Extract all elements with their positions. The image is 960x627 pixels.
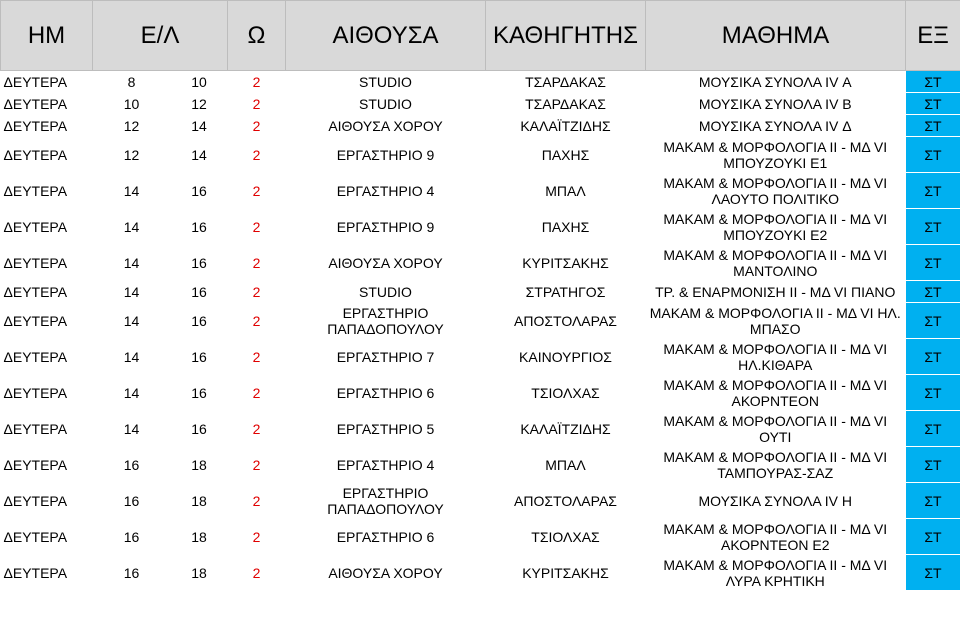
cell-start-text: 14	[123, 254, 140, 271]
cell-day-text: ΔΕΥΤΕΡΑ	[3, 420, 68, 437]
cell-day-text: ΔΕΥΤΕΡΑ	[3, 564, 68, 581]
cell-day-text: ΔΕΥΤΕΡΑ	[3, 456, 68, 473]
cell-course-text: ΛΑΟΥΤΟ ΠΟΛΙΤΙΚΟ	[711, 190, 839, 207]
cell-course-text: ΜΑΚΑΜ & ΜΟΡΦΟΛΟΓΙΑ ΙΙ - ΜΔ VI	[663, 174, 888, 191]
cell-course-text: ΑΚΟΡΝΤΕΟΝ Ε2	[721, 536, 830, 553]
cell-semester-text: ΣΤ	[924, 146, 942, 163]
cell-teacher	[486, 483, 646, 519]
cell-room	[286, 71, 486, 93]
cell-hours	[228, 173, 286, 209]
table-row	[1, 93, 960, 115]
cell-course	[646, 245, 906, 281]
cell-teacher-text: ΣΤΡΑΤΗΓΟΣ	[525, 283, 606, 300]
cell-course	[646, 303, 906, 339]
cell-teacher	[486, 281, 646, 303]
cell-course-text: ΜΑΝΤΟΛΙΝΟ	[733, 262, 818, 279]
cell-day	[1, 137, 93, 173]
cell-start	[93, 71, 171, 93]
cell-semester	[906, 281, 960, 303]
cell-end-text: 10	[191, 73, 207, 90]
cell-hours	[228, 555, 286, 591]
table-row	[1, 375, 960, 411]
cell-end	[171, 281, 228, 303]
cell-day	[1, 483, 93, 519]
cell-teacher	[486, 137, 646, 173]
cell-semester-text: ΣΤ	[924, 456, 942, 473]
table-row	[1, 173, 960, 209]
cell-start	[93, 339, 171, 375]
cell-teacher-text: ΚΑΛΑΪΤΖΙΔΗΣ	[520, 420, 611, 437]
cell-room	[286, 339, 486, 375]
cell-start	[93, 209, 171, 245]
cell-day-text: ΔΕΥΤΕΡΑ	[3, 95, 68, 112]
cell-room-text: ΕΡΓΑΣΤΗΡΙΟ 9	[336, 146, 435, 163]
cell-teacher-text: ΚΥΡΙΤΣΑΚΗΣ	[522, 254, 609, 271]
cell-room-text: ΕΡΓΑΣΤΗΡΙΟ	[342, 484, 429, 501]
cell-semester	[906, 411, 960, 447]
cell-course	[646, 93, 906, 115]
cell-room	[286, 281, 486, 303]
cell-end	[171, 411, 228, 447]
cell-day	[1, 245, 93, 281]
cell-day-text: ΔΕΥΤΕΡΑ	[3, 218, 68, 235]
cell-hours	[228, 137, 286, 173]
cell-hours-text: 2	[252, 312, 261, 329]
cell-room-text: ΑΙΘΟΥΣΑ ΧΟΡΟΥ	[328, 254, 443, 271]
cell-course-text: ΜΟΥΣΙΚΑ ΣΥΝΟΛΑ IV Β	[698, 95, 852, 112]
cell-semester	[906, 93, 960, 115]
cell-course-text: ΜΟΥΣΙΚΑ ΣΥΝΟΛΑ IV Α	[698, 73, 852, 90]
cell-start-text: 10	[123, 95, 140, 112]
cell-course	[646, 483, 906, 519]
cell-day	[1, 519, 93, 555]
header-start-end: Ε/Λ	[93, 1, 228, 71]
cell-start-text: 16	[123, 528, 140, 545]
cell-teacher-text: ΑΠΟΣΤΟΛΑΡΑΣ	[514, 492, 617, 509]
cell-hours-text: 2	[252, 182, 261, 199]
cell-room-text: ΕΡΓΑΣΤΗΡΙΟ	[342, 304, 429, 321]
cell-course-text: ΜΑΚΑΜ & ΜΟΡΦΟΛΟΓΙΑ ΙΙ - ΜΔ VI	[663, 448, 888, 465]
cell-course-text: ΜΠΑΣΟ	[749, 320, 801, 337]
cell-hours	[228, 447, 286, 483]
cell-end	[171, 483, 228, 519]
header-semester: ΕΞ	[906, 1, 960, 71]
cell-end-text: 16	[191, 348, 207, 365]
cell-hours-text: 2	[252, 564, 261, 581]
cell-course	[646, 281, 906, 303]
cell-hours-text: 2	[252, 218, 261, 235]
cell-hours-text: 2	[252, 456, 261, 473]
cell-room-text: ΑΙΘΟΥΣΑ ΧΟΡΟΥ	[328, 117, 443, 134]
cell-course	[646, 115, 906, 137]
cell-room	[286, 483, 486, 519]
cell-semester-text: ΣΤ	[924, 528, 942, 545]
cell-semester	[906, 483, 960, 519]
cell-start-text: 14	[123, 312, 140, 329]
cell-day	[1, 115, 93, 137]
cell-start	[93, 303, 171, 339]
cell-day	[1, 209, 93, 245]
header-teacher: ΚΑΘΗΓΗΤΗΣ	[486, 1, 646, 71]
table-row	[1, 115, 960, 137]
table-row	[1, 71, 960, 93]
cell-course-text: ΤΡ. & ΕΝΑΡΜΟΝΙΣΗ ΙΙ - ΜΔ VI ΠΙΑΝΟ	[655, 283, 896, 300]
cell-day-text: ΔΕΥΤΕΡΑ	[3, 528, 68, 545]
cell-teacher	[486, 71, 646, 93]
header-course: ΜΑΘΗΜΑ	[646, 1, 906, 71]
cell-end-text: 18	[191, 564, 207, 581]
cell-semester	[906, 447, 960, 483]
cell-semester-text: ΣΤ	[924, 95, 942, 112]
cell-course	[646, 71, 906, 93]
cell-semester	[906, 173, 960, 209]
cell-day	[1, 71, 93, 93]
cell-hours	[228, 411, 286, 447]
cell-start	[93, 245, 171, 281]
cell-end-text: 16	[191, 312, 207, 329]
cell-start	[93, 375, 171, 411]
cell-teacher	[486, 339, 646, 375]
cell-semester-text: ΣΤ	[924, 420, 942, 437]
cell-semester	[906, 71, 960, 93]
cell-end-text: 18	[191, 528, 207, 545]
table-row	[1, 555, 960, 591]
cell-start-text: 16	[123, 564, 140, 581]
cell-teacher	[486, 555, 646, 591]
cell-room	[286, 447, 486, 483]
cell-semester-text: ΣΤ	[924, 218, 942, 235]
cell-room	[286, 519, 486, 555]
cell-course	[646, 411, 906, 447]
cell-day-text: ΔΕΥΤΕΡΑ	[3, 384, 68, 401]
cell-room	[286, 115, 486, 137]
cell-teacher-text: ΚΑΛΑΪΤΖΙΔΗΣ	[520, 117, 611, 134]
cell-semester	[906, 339, 960, 375]
cell-end-text: 16	[191, 218, 207, 235]
table-row	[1, 245, 960, 281]
cell-course	[646, 173, 906, 209]
cell-day-text: ΔΕΥΤΕΡΑ	[3, 182, 68, 199]
table-row	[1, 281, 960, 303]
cell-room-text: ΕΡΓΑΣΤΗΡΙΟ 6	[336, 528, 435, 545]
cell-hours	[228, 209, 286, 245]
cell-semester-text: ΣΤ	[924, 492, 942, 509]
cell-semester	[906, 245, 960, 281]
cell-end	[171, 339, 228, 375]
cell-course-text: ΜΑΚΑΜ & ΜΟΡΦΟΛΟΓΙΑ ΙΙ - ΜΔ VI	[663, 210, 888, 227]
cell-semester-text: ΣΤ	[924, 283, 942, 300]
table-row	[1, 137, 960, 173]
cell-course	[646, 555, 906, 591]
cell-start	[93, 115, 171, 137]
cell-room	[286, 555, 486, 591]
cell-hours	[228, 519, 286, 555]
cell-day-text: ΔΕΥΤΕΡΑ	[3, 254, 68, 271]
cell-room-text: ΕΡΓΑΣΤΗΡΙΟ 7	[336, 348, 435, 365]
cell-course-text: ΜΠΟΥΖΟΥΚΙ Ε2	[723, 226, 828, 243]
cell-hours	[228, 71, 286, 93]
table-row	[1, 411, 960, 447]
cell-course	[646, 375, 906, 411]
cell-day-text: ΔΕΥΤΕΡΑ	[3, 73, 68, 90]
cell-end-text: 16	[191, 182, 207, 199]
cell-start-text: 14	[123, 218, 140, 235]
cell-teacher-text: ΜΠΑΛ	[545, 182, 586, 199]
cell-teacher	[486, 411, 646, 447]
cell-start	[93, 93, 171, 115]
cell-room	[286, 411, 486, 447]
cell-semester	[906, 209, 960, 245]
cell-start	[93, 137, 171, 173]
cell-teacher-text: ΑΠΟΣΤΟΛΑΡΑΣ	[514, 312, 617, 329]
cell-start-text: 14	[123, 384, 140, 401]
cell-end	[171, 555, 228, 591]
cell-room	[286, 93, 486, 115]
cell-end	[171, 173, 228, 209]
schedule-body	[1, 71, 960, 591]
cell-end-text: 16	[191, 283, 207, 300]
cell-room-text: ΕΡΓΑΣΤΗΡΙΟ 5	[336, 420, 435, 437]
cell-room-text: ΠΑΠΑΔΟΠΟΥΛΟΥ	[327, 320, 444, 337]
header-row	[1, 1, 960, 71]
cell-day-text: ΔΕΥΤΕΡΑ	[3, 312, 68, 329]
cell-day	[1, 447, 93, 483]
cell-end	[171, 447, 228, 483]
cell-end	[171, 71, 228, 93]
cell-room-text: ΕΡΓΑΣΤΗΡΙΟ 9	[336, 218, 435, 235]
cell-semester-text: ΣΤ	[924, 384, 942, 401]
cell-teacher	[486, 447, 646, 483]
cell-day	[1, 93, 93, 115]
cell-hours-text: 2	[252, 384, 261, 401]
cell-course	[646, 339, 906, 375]
cell-day	[1, 411, 93, 447]
cell-end-text: 16	[191, 420, 207, 437]
cell-room-text: ΑΙΘΟΥΣΑ ΧΟΡΟΥ	[328, 564, 443, 581]
cell-hours-text: 2	[252, 117, 261, 134]
cell-start	[93, 519, 171, 555]
cell-teacher	[486, 519, 646, 555]
cell-teacher	[486, 115, 646, 137]
table-row	[1, 339, 960, 375]
cell-start-text: 16	[123, 492, 140, 509]
cell-end-text: 18	[191, 492, 207, 509]
cell-room-text: STUDIO	[359, 95, 412, 112]
cell-room-text: STUDIO	[359, 283, 412, 300]
header-hours: Ω	[228, 1, 286, 71]
cell-end-text: 14	[191, 146, 207, 163]
cell-course-text: ΗΛ.ΚΙΘΑΡΑ	[738, 356, 813, 373]
cell-course	[646, 209, 906, 245]
cell-hours-text: 2	[252, 95, 261, 112]
cell-semester	[906, 555, 960, 591]
cell-teacher	[486, 173, 646, 209]
cell-hours-text: 2	[252, 146, 261, 163]
cell-semester-text: ΣΤ	[924, 312, 942, 329]
cell-hours	[228, 303, 286, 339]
cell-start	[93, 555, 171, 591]
cell-room	[286, 245, 486, 281]
cell-teacher	[486, 303, 646, 339]
cell-start-text: 14	[123, 283, 140, 300]
cell-course-text: ΜΑΚΑΜ & ΜΟΡΦΟΛΟΓΙΑ ΙΙ - ΜΔ VI	[663, 556, 888, 573]
cell-teacher	[486, 209, 646, 245]
cell-course-text: ΜΑΚΑΜ & ΜΟΡΦΟΛΟΓΙΑ ΙΙ - ΜΔ VI ΗΛ.	[649, 304, 901, 321]
cell-day-text: ΔΕΥΤΕΡΑ	[3, 117, 68, 134]
cell-end	[171, 93, 228, 115]
cell-semester-text: ΣΤ	[924, 182, 942, 199]
cell-teacher-text: ΚΑΙΝΟΥΡΓΙΟΣ	[519, 348, 612, 365]
cell-hours	[228, 375, 286, 411]
table-row	[1, 447, 960, 483]
cell-semester-text: ΣΤ	[924, 564, 942, 581]
cell-course-text: ΜΑΚΑΜ & ΜΟΡΦΟΛΟΓΙΑ ΙΙ - ΜΔ VI	[663, 520, 888, 537]
cell-day	[1, 281, 93, 303]
cell-teacher-text: ΤΣΙΟΛΧΑΣ	[531, 528, 600, 545]
cell-start	[93, 411, 171, 447]
cell-day	[1, 173, 93, 209]
cell-hours-text: 2	[252, 283, 261, 300]
cell-day-text: ΔΕΥΤΕΡΑ	[3, 146, 68, 163]
cell-course-text: ΑΚΟΡΝΤΕΟΝ	[731, 392, 819, 409]
cell-hours-text: 2	[252, 528, 261, 545]
table-row	[1, 483, 960, 519]
cell-end	[171, 209, 228, 245]
header-day: ΗΜ	[1, 1, 93, 71]
cell-room-text: ΕΡΓΑΣΤΗΡΙΟ 4	[336, 182, 435, 199]
cell-hours-text: 2	[252, 492, 261, 509]
cell-hours-text: 2	[252, 73, 261, 90]
cell-semester	[906, 303, 960, 339]
cell-room-text: ΕΡΓΑΣΤΗΡΙΟ 4	[336, 456, 435, 473]
cell-course-text: ΜΟΥΣΙΚΑ ΣΥΝΟΛΑ IV Η	[698, 492, 853, 509]
cell-course-text: ΟΥΤΙ	[759, 428, 792, 445]
cell-end-text: 16	[191, 254, 207, 271]
cell-end-text: 12	[191, 95, 207, 112]
cell-semester-text: ΣΤ	[924, 117, 942, 134]
table-row	[1, 303, 960, 339]
cell-end	[171, 115, 228, 137]
cell-start-text: 12	[123, 146, 140, 163]
cell-hours	[228, 115, 286, 137]
cell-start-text: 14	[123, 182, 140, 199]
cell-start	[93, 281, 171, 303]
cell-start-text: 8	[127, 73, 136, 90]
cell-end-text: 18	[191, 456, 207, 473]
cell-day	[1, 303, 93, 339]
cell-room	[286, 137, 486, 173]
cell-end	[171, 137, 228, 173]
cell-end-text: 14	[191, 117, 207, 134]
cell-teacher	[486, 375, 646, 411]
cell-room-text: ΠΑΠΑΔΟΠΟΥΛΟΥ	[327, 500, 444, 517]
cell-course	[646, 447, 906, 483]
cell-hours	[228, 245, 286, 281]
cell-end	[171, 519, 228, 555]
cell-day-text: ΔΕΥΤΕΡΑ	[3, 492, 68, 509]
cell-day	[1, 375, 93, 411]
cell-teacher-text: ΜΠΑΛ	[545, 456, 586, 473]
cell-hours	[228, 483, 286, 519]
cell-day-text: ΔΕΥΤΕΡΑ	[3, 283, 68, 300]
cell-room-text: ΕΡΓΑΣΤΗΡΙΟ 6	[336, 384, 435, 401]
cell-teacher-text: ΤΣΑΡΔΑΚΑΣ	[525, 95, 606, 112]
cell-room	[286, 173, 486, 209]
cell-start	[93, 173, 171, 209]
cell-teacher-text: ΠΑΧΗΣ	[541, 218, 590, 235]
cell-semester	[906, 137, 960, 173]
cell-hours	[228, 93, 286, 115]
cell-day	[1, 339, 93, 375]
cell-end-text: 16	[191, 384, 207, 401]
cell-hours-text: 2	[252, 420, 261, 437]
cell-semester	[906, 375, 960, 411]
cell-semester-text: ΣΤ	[924, 348, 942, 365]
cell-teacher	[486, 245, 646, 281]
cell-day	[1, 555, 93, 591]
cell-room-text: STUDIO	[359, 73, 412, 90]
cell-semester	[906, 519, 960, 555]
table-row	[1, 519, 960, 555]
cell-hours	[228, 339, 286, 375]
cell-teacher-text: ΤΣΑΡΔΑΚΑΣ	[525, 73, 606, 90]
cell-course-text: ΜΑΚΑΜ & ΜΟΡΦΟΛΟΓΙΑ ΙΙ - ΜΔ VI	[663, 246, 888, 263]
cell-room	[286, 375, 486, 411]
cell-start	[93, 447, 171, 483]
cell-start-text: 16	[123, 456, 140, 473]
cell-course	[646, 137, 906, 173]
cell-start-text: 12	[123, 117, 140, 134]
cell-start-text: 14	[123, 348, 140, 365]
cell-end	[171, 245, 228, 281]
cell-hours-text: 2	[252, 254, 261, 271]
cell-course-text: ΤΑΜΠΟΥΡΑΣ-ΣΑΖ	[717, 464, 834, 481]
cell-teacher-text: ΤΣΙΟΛΧΑΣ	[531, 384, 600, 401]
cell-room	[286, 303, 486, 339]
cell-course-text: ΛΥΡΑ ΚΡΗΤΙΚΗ	[725, 572, 825, 589]
cell-day-text: ΔΕΥΤΕΡΑ	[3, 348, 68, 365]
header-room: ΑΙΘΟΥΣΑ	[286, 1, 486, 71]
cell-course-text: ΜΠΟΥΖΟΥΚΙ Ε1	[723, 154, 828, 171]
cell-course	[646, 519, 906, 555]
cell-semester-text: ΣΤ	[924, 254, 942, 271]
cell-course-text: ΜΑΚΑΜ & ΜΟΡΦΟΛΟΓΙΑ ΙΙ - ΜΔ VI	[663, 138, 888, 155]
cell-room	[286, 209, 486, 245]
cell-hours	[228, 281, 286, 303]
cell-course-text: ΜΑΚΑΜ & ΜΟΡΦΟΛΟΓΙΑ ΙΙ - ΜΔ VI	[663, 376, 888, 393]
cell-teacher-text: ΠΑΧΗΣ	[541, 146, 590, 163]
cell-hours-text: 2	[252, 348, 261, 365]
cell-end	[171, 375, 228, 411]
cell-semester	[906, 115, 960, 137]
cell-start-text: 14	[123, 420, 140, 437]
cell-start	[93, 483, 171, 519]
table-row	[1, 209, 960, 245]
cell-course-text: ΜΟΥΣΙΚΑ ΣΥΝΟΛΑ IV Δ	[698, 117, 852, 134]
cell-end	[171, 303, 228, 339]
schedule-header	[1, 1, 960, 71]
cell-course-text: ΜΑΚΑΜ & ΜΟΡΦΟΛΟΓΙΑ ΙΙ - ΜΔ VI	[663, 340, 888, 357]
cell-teacher-text: ΚΥΡΙΤΣΑΚΗΣ	[522, 564, 609, 581]
cell-course-text: ΜΑΚΑΜ & ΜΟΡΦΟΛΟΓΙΑ ΙΙ - ΜΔ VI	[663, 412, 888, 429]
cell-teacher	[486, 93, 646, 115]
cell-semester-text: ΣΤ	[924, 73, 942, 90]
